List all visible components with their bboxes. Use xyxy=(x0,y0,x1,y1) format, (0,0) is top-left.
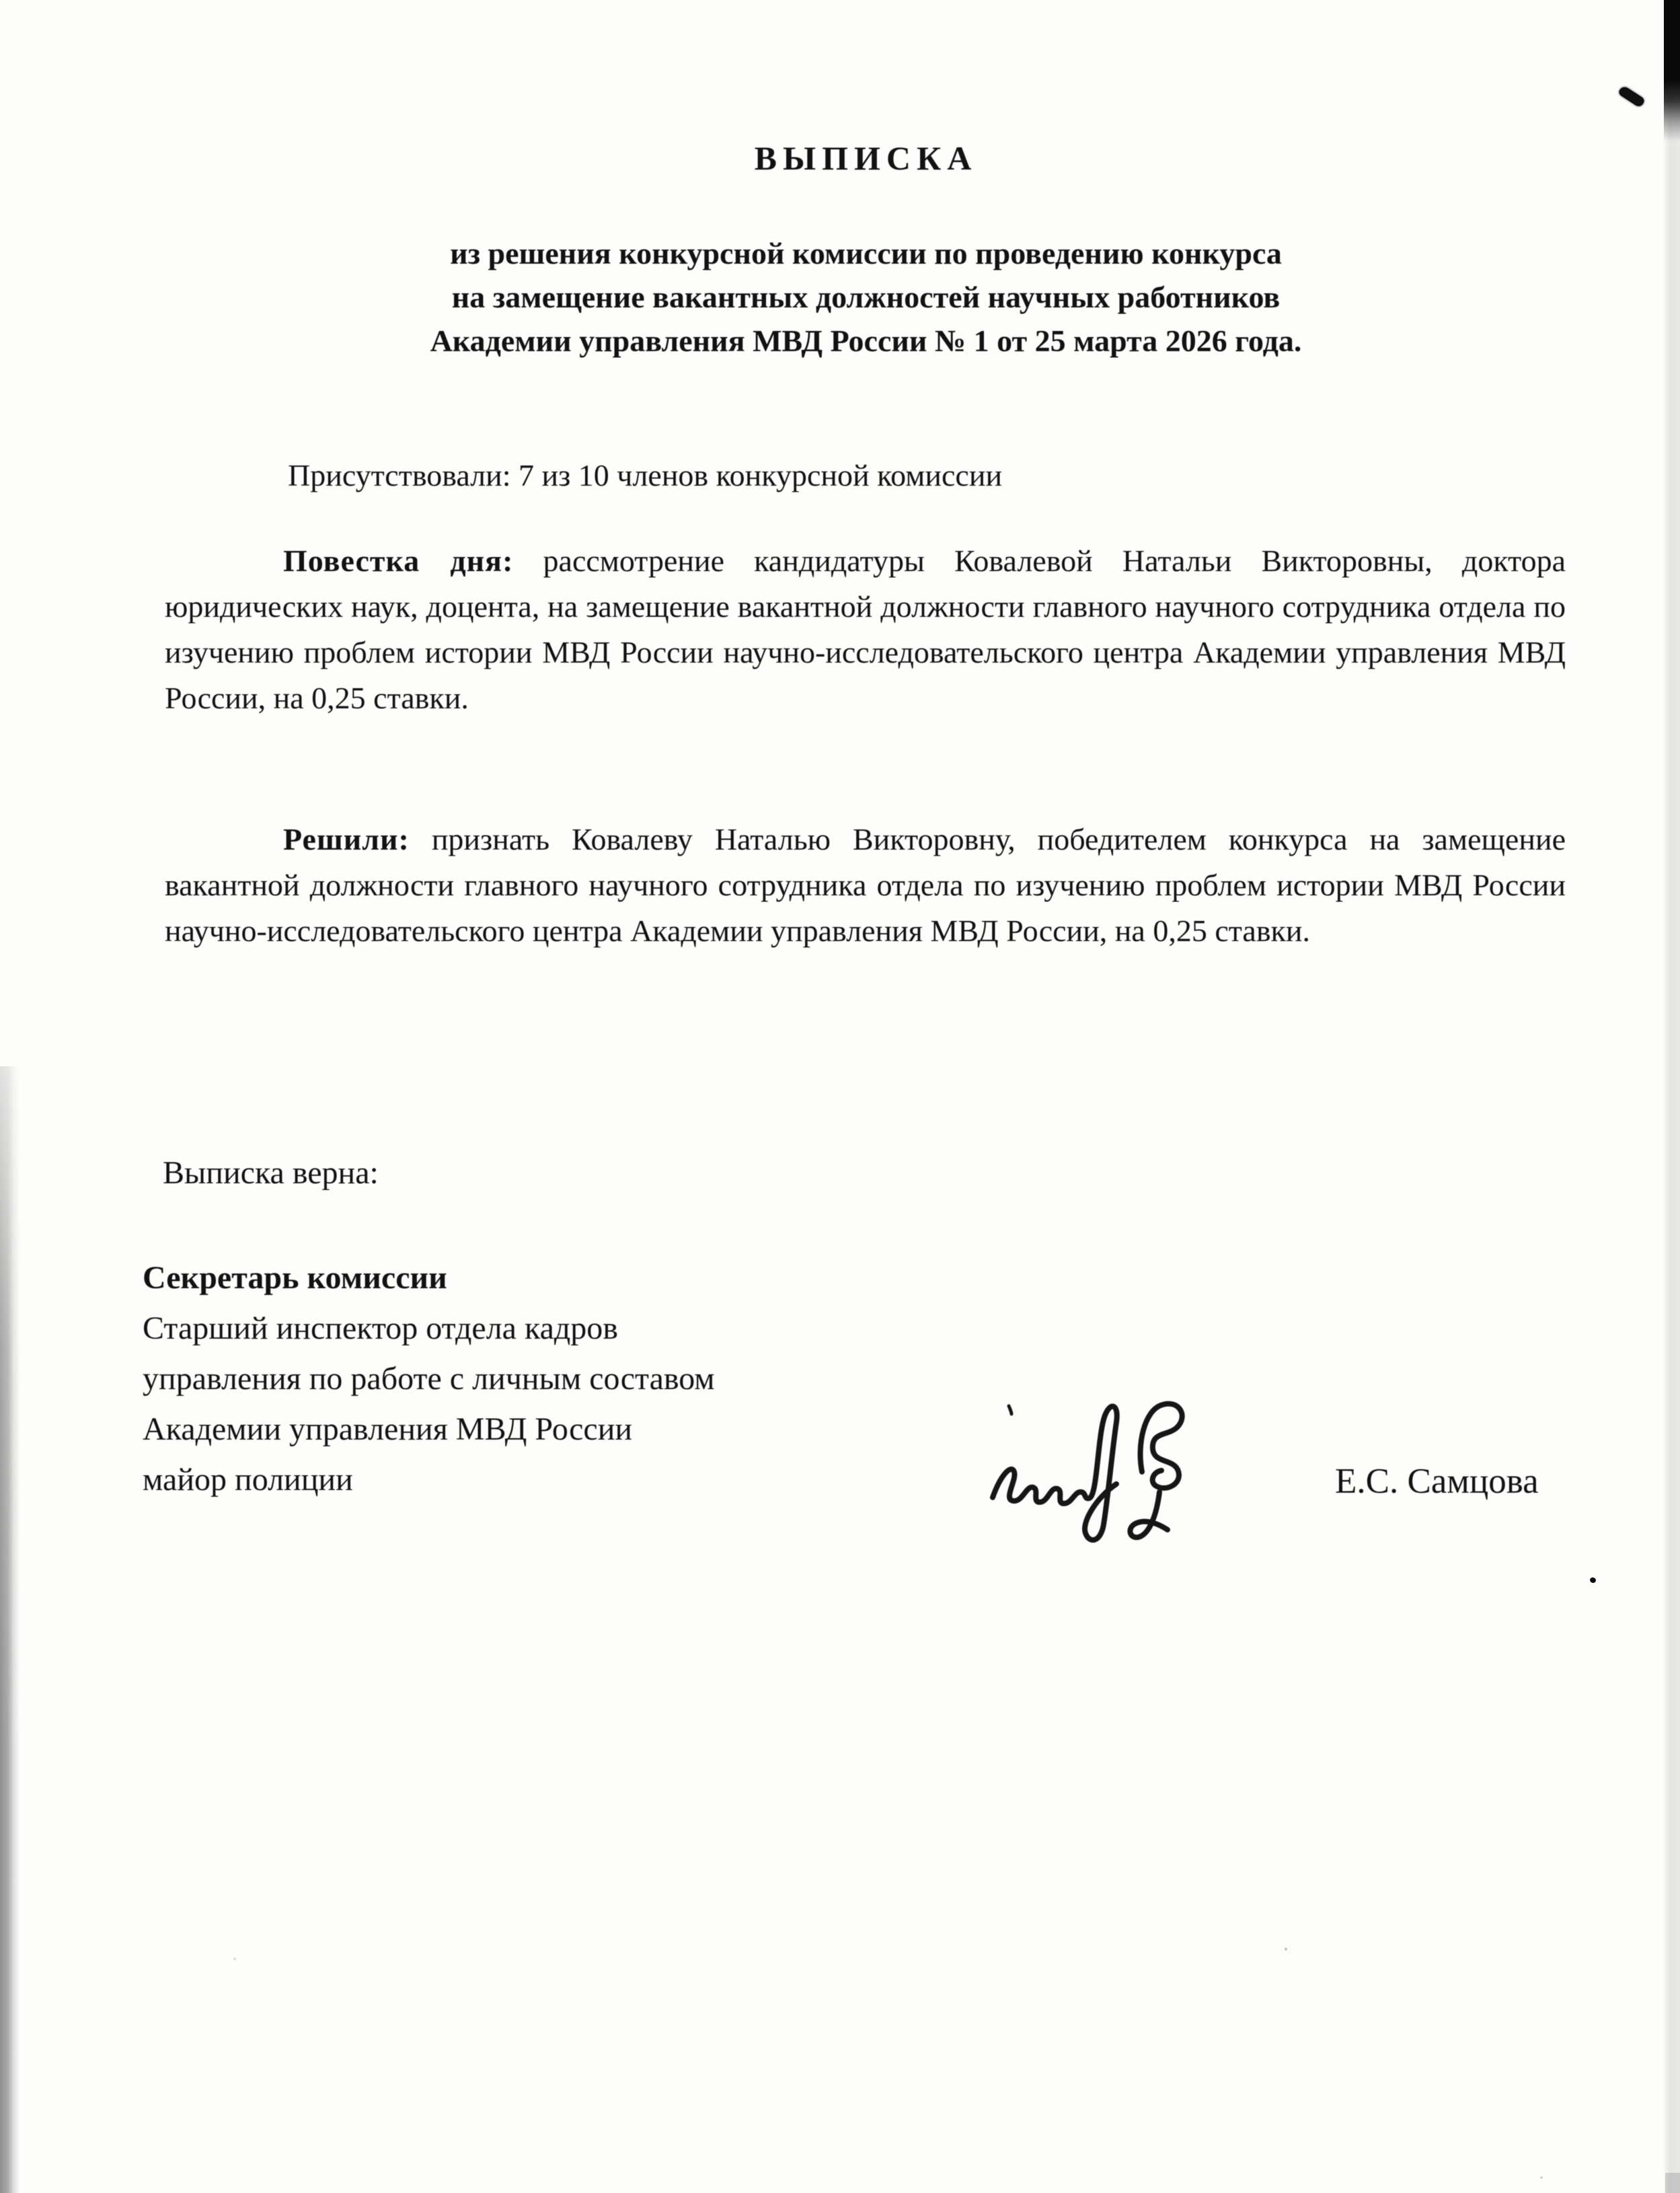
scan-edge-left xyxy=(0,1066,20,2193)
signatory-role-title: Секретарь комиссии xyxy=(143,1260,447,1296)
subtitle-line: Академии управления МВД России № 1 от 25 марта 2026 года. xyxy=(430,324,1302,358)
document-title: ВЫПИСКА xyxy=(754,139,978,177)
attendance-line: Присутствовали: 7 из 10 членов конкурсной комиссии xyxy=(288,458,1003,492)
scan-edge-right xyxy=(1663,0,1680,2193)
decision-label: Решили: xyxy=(283,822,410,856)
signatory-role-line: управления по работе с личным составом xyxy=(143,1361,715,1397)
signatory-role-line: Академии управления МВД России xyxy=(143,1411,633,1447)
scan-speck xyxy=(233,1958,236,1960)
decision-paragraph xyxy=(165,817,1566,954)
certification-line: Выписка верна: xyxy=(163,1155,379,1191)
signatory-role-line: майор полиции xyxy=(143,1462,353,1497)
signatory-role-line: Старший инспектор отдела кадров xyxy=(143,1310,618,1346)
document-subtitle xyxy=(165,231,1567,363)
scan-speck xyxy=(1285,1947,1287,1951)
agenda-paragraph xyxy=(165,538,1566,721)
scan-corner-artifact xyxy=(1665,2173,1680,2193)
agenda-label: Повестка дня: xyxy=(283,544,514,578)
decision-text: признать Ковалеву Наталью Викторовну, победителем конкурса на замещение вакантной должности главного научного сотрудника отдела по изучению проблем истории МВД России научно-исследовательского центра Академии управления МВД России, на 0,25 ставки. xyxy=(165,822,1566,948)
subtitle-line: на замещение вакантных должностей научных работников xyxy=(451,280,1281,314)
signatory-name: Е.С. Самцова xyxy=(1335,1462,1539,1501)
signature xyxy=(983,1391,1225,1553)
scan-edge-right-dark xyxy=(1664,0,1680,141)
scan-speck xyxy=(1540,2176,1543,2179)
agenda-text: рассмотрение кандидатуры Ковалевой Натальи Викторовны, доктора юридических наук, доцента, на замещение вакантной должности главного научного сотрудника отдела по изучению проблем истории МВД России научно-исследовательского центра Академии управления МВД России, на 0,25 ставки. xyxy=(165,544,1566,715)
subtitle-line: из решения конкурсной комиссии по проведению конкурса xyxy=(450,236,1282,270)
signatory-block xyxy=(143,1253,715,1505)
ink-dot xyxy=(1589,1577,1597,1584)
ink-mark xyxy=(1617,85,1646,108)
